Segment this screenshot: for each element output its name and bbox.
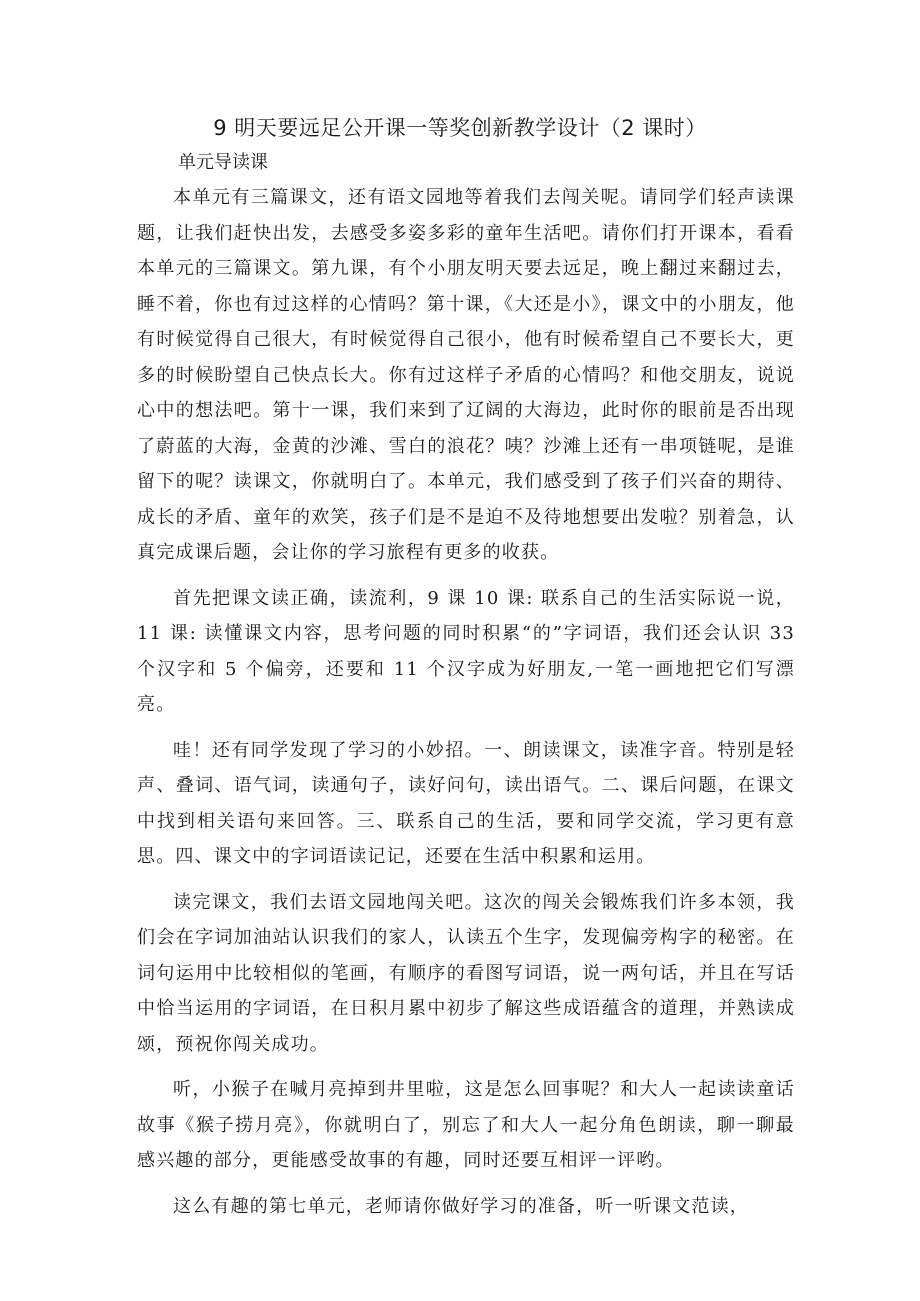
paragraph-story: 听，小猴子在喊月亮掉到井里啦，这是怎么回事呢？和大人一起读读童话故事《猴子捞月亮》，你就明白了，别忘了和大人一起分角色朗读，聊一聊最感兴趣的部分，更能感受故事的有趣，同时还要互相评一评哟。: [137, 1079, 795, 1171]
paragraph-study-tips: 哇！还有同学发现了学习的小妙招。一、朗读课文，读准字音。特别是轻声、叠词、语气词，读通句子，读好问句，读出语气。二、课后问题，在课文中找到相关语句来回答。三、联系自己的生活，要和同学交流，学习更有意思。四、课文中的字词语读记记，还要在生活中积累和运用。: [137, 739, 795, 867]
document-title: 9 明天要远足公开课一等奖创新教学设计（2 课时）: [213, 116, 707, 140]
paragraph-intro: 本单元有三篇课文，还有语文园地等着我们去闯关呢。请同学们轻声读课题，让我们赶快出发，去感受多姿多彩的童年生活吧。请你们打开课本，看看本单元的三篇课文。第九课，有个小朋友明天要去远足，晚上翻过来翻过去，睡不着，你也有过这样的心情吗？第十课，《大还是小》，课文中的小朋友，他有时候觉得自己很大，有时候觉得自己很小，他有时候希望自己不要长大，更多的时候盼望自己快点长大。你有过这样子矛盾的心情吗？和他交朋友，说说心中的想法吧。第十一课，我们来到了辽阔的大海边，此时你的眼前是否出现了蔚蓝的大海，金黄的沙滩、雪白的浪花？咦？沙滩上还有一串项链呢，是谁留下的呢？读课文，你就明白了。本单元，我们感受到了孩子们兴奋的期待、成长的矛盾、童年的欢笑，孩子们是不是迫不及待地想要出发啦？别着急，认真完成课后题，会让你的学习旅程有更多的收获。: [137, 187, 795, 563]
section-heading: 单元导读课: [178, 152, 268, 173]
paragraph-reading-goals: 首先把课文读正确，读流利，9 课 10 课: 联系自己的生活实际说一说，11 课: 读懂课文内容，思考问题的同时积累“的”字词语，我们还会认识 33 个汉字和 5 个偏旁，还要和 11 个汉字成为好朋友,一笔一画地把它们写漂亮。: [137, 587, 795, 715]
paragraph-closing: 这么有趣的第七单元，老师请你做好学习的准备，听一听课文范读，: [173, 1195, 749, 1217]
document-body: [137, 180, 795, 1234]
paragraph-language-garden: 读完课文，我们去语文园地闯关吧。这次的闯关会锻炼我们许多本领，我们会在字词加油站认识我们的家人，认读五个生字，发现偏旁构字的秘密。在词句运用中比较相似的笔画，有顺序的看图写词语，说一两句话，并且在写话中恰当运用的字词语，在日积月累中初步了解这些成语蕴含的道理，并熟读成颂，预祝你闯关成功。: [137, 891, 795, 1055]
